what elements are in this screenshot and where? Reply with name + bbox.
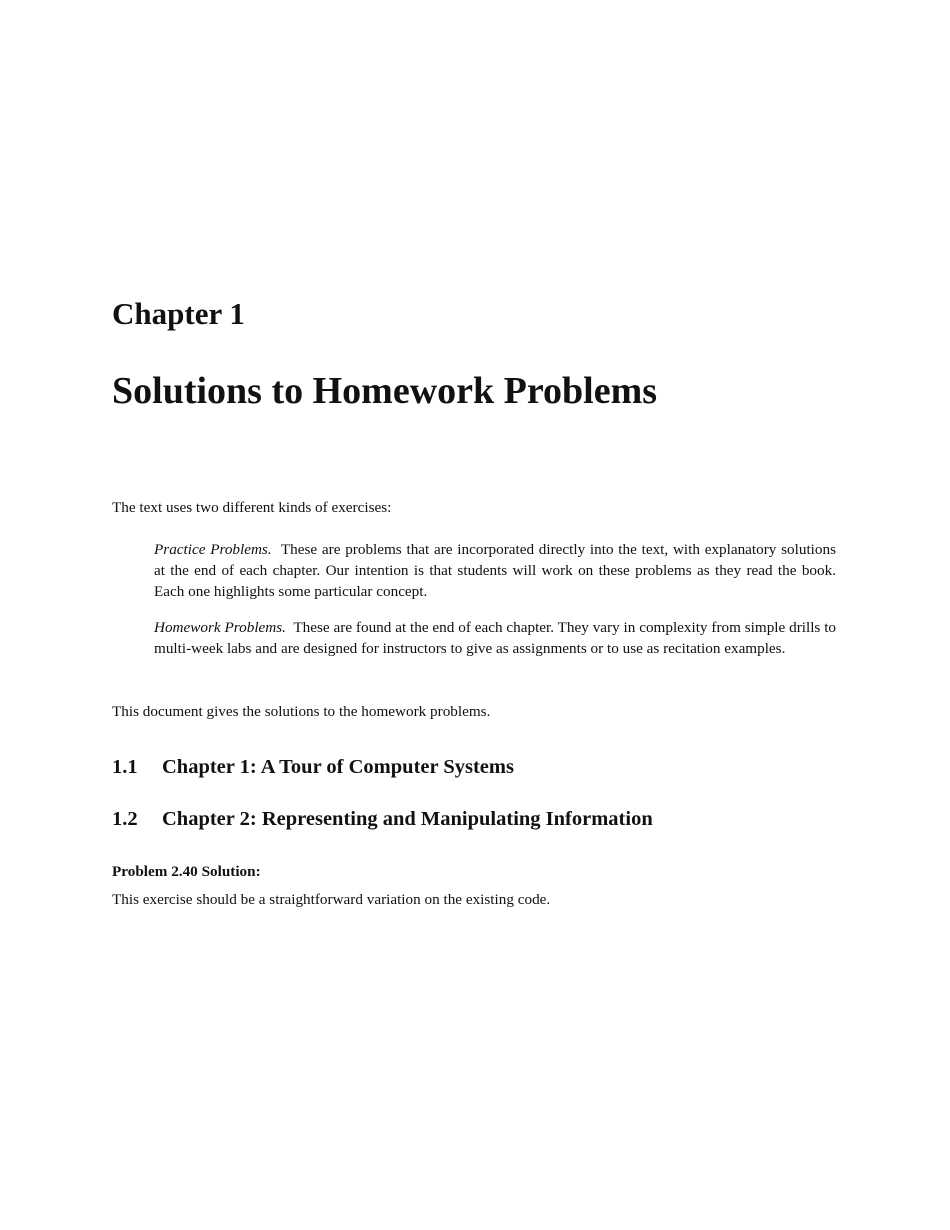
exercise-kind-practice xyxy=(154,539,836,602)
section-number: 1.2 xyxy=(112,808,138,830)
exercise-kind-name: Practice Problems. xyxy=(154,541,272,558)
section-title: Chapter 2: Representing and Manipulating Information xyxy=(162,808,653,830)
section-number: 1.1 xyxy=(112,756,138,778)
exercise-kind-name: Homework Problems. xyxy=(154,619,286,636)
chapter-title: Solutions to Homework Problems xyxy=(112,370,658,412)
problem-text: This exercise should be a straightforward variation on the existing code. xyxy=(112,891,551,908)
section-heading-1-1 xyxy=(112,753,514,781)
problem-heading: Problem 2.40 Solution: xyxy=(112,863,261,880)
intro-paragraph: The text uses two different kinds of exercises: xyxy=(112,499,392,516)
section-title: Chapter 1: A Tour of Computer Systems xyxy=(162,756,514,778)
chapter-label: Chapter 1 xyxy=(112,296,245,331)
exercise-kind-description: These are problems that are incorporated directly into the text, with explanatory solutions at the end of each chapter. Our intention is that students will work on these problems as they read the book. Each one highlights some particular concept. xyxy=(154,541,836,600)
closing-paragraph: This document gives the solutions to the homework problems. xyxy=(112,703,491,720)
exercise-kind-homework xyxy=(154,617,836,659)
section-heading-1-2 xyxy=(112,805,653,833)
exercise-kind-description: These are found at the end of each chapter. They vary in complexity from simple drills to multi-week labs and are designed for instructors to give as assignments or to use as recitation examples. xyxy=(154,619,837,657)
